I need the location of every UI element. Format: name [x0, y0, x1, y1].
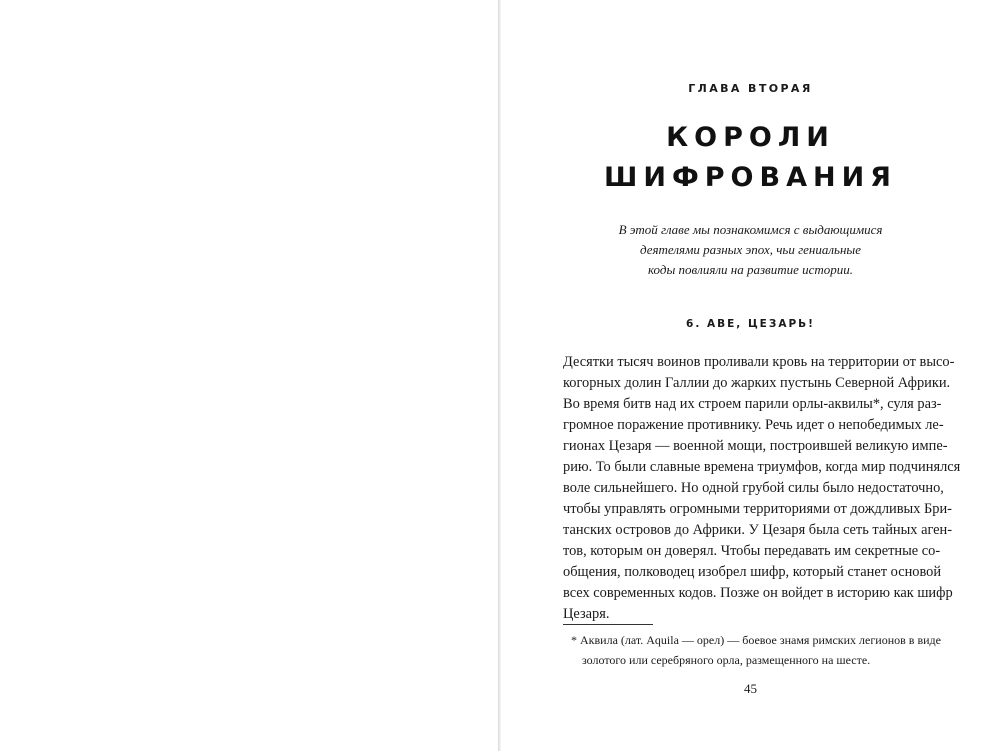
epigraph-line: В этой главе мы познакомимся с выдающимися [618, 222, 883, 237]
chapter-epigraph [501, 220, 1000, 280]
body-line: чтобы управлять огромными территориями от дождливых Бри- [563, 501, 952, 517]
chapter-title-line: КОРОЛИ [666, 122, 835, 153]
body-line: гионах Цезаря — военной мощи, построившей великую импе- [563, 438, 948, 454]
body-line: когорных долин Галлии до жарких пустынь Северной Африки. [563, 375, 951, 391]
footnote-divider [563, 624, 653, 625]
body-line: Десятки тысяч воинов проливали кровь на территории от высо- [563, 354, 955, 370]
body-paragraph [563, 352, 960, 625]
left-page-blank [0, 0, 498, 751]
epigraph-line: деятелями разных эпох, чьи гениальные [640, 242, 861, 257]
body-line: громное поражение противнику. Речь идет о непобедимых ле- [563, 417, 944, 433]
footnote [571, 630, 941, 670]
body-line: рию. То были славные времена триумфов, когда мир подчинялся [563, 459, 961, 475]
body-line: тов, которым он доверял. Чтобы передавать им секретные со- [563, 543, 941, 559]
body-line: общения, полководец изобрел шифр, который станет основой [563, 564, 942, 580]
epigraph-line: коды повлияли на развитие истории. [647, 262, 854, 277]
body-line: воле сильнейшего. Но одной грубой силы было недостаточно, [563, 480, 944, 496]
chapter-title-line: ШИФРОВАНИЯ [604, 162, 897, 193]
body-line: Цезаря. [563, 606, 610, 622]
body-line: Во время битв над их строем парили орлы-аквилы*, суля раз- [563, 396, 942, 412]
section-heading: 6. АВЕ, ЦЕЗАРЬ! [686, 318, 815, 330]
chapter-title [501, 118, 1000, 198]
page-number: 45 [744, 681, 757, 696]
body-line: всех современных кодов. Позже он войдет в историю как шифр [563, 585, 953, 601]
footnote-line: золотого или серебряного орла, размещенного на шесте. [582, 653, 871, 667]
footnote-line: * Аквила (лат. Aquila — орел) — боевое знамя римских легионов в виде [571, 633, 941, 647]
chapter-label: ГЛАВА ВТОРАЯ [688, 82, 813, 95]
body-line: танских островов до Африки. У Цезаря была сеть тайных аген- [563, 522, 953, 538]
right-page [501, 0, 1000, 751]
